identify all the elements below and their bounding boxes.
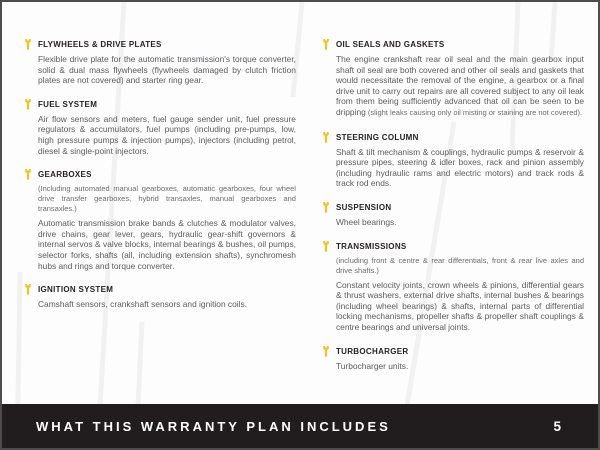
section-header (322, 202, 584, 213)
spanner-icon (322, 132, 330, 143)
section-body (336, 54, 584, 119)
warranty-section (24, 39, 296, 86)
spanner-icon (322, 39, 330, 50)
section-fineprint: (slight leaks causing only oil misting or staining are not covered). (365, 107, 583, 117)
section-header (322, 346, 584, 357)
section-heading: TRANSMISSIONS (335, 241, 407, 251)
section-header (322, 132, 584, 143)
spanner-icon (24, 169, 32, 180)
section-body-text: Air flow sensors and meters, fuel gauge sender unit, fuel pressure regulators & accumulators, fuel pumps (including pre-pumps, low, high pressure pumps & injection pumps), injectors (including petrol, diesel & single-point injectors. (38, 113, 296, 156)
footer-title: WHAT THIS WARRANTY PLAN INCLUDES (36, 418, 391, 434)
spanner-icon (322, 346, 330, 357)
section-heading: FUEL SYSTEM (38, 99, 98, 109)
left-column (24, 39, 296, 384)
warranty-section (322, 346, 584, 372)
section-header (24, 169, 296, 180)
warranty-section (322, 39, 584, 119)
warranty-section (322, 202, 584, 228)
section-body (38, 54, 296, 86)
section-heading: SUSPENSION (335, 202, 392, 212)
warranty-section (322, 241, 584, 333)
section-body-text: Camshaft sensors, crankshaft sensors and ignition coils. (38, 299, 248, 310)
section-body (38, 218, 296, 271)
section-body-text: Automatic transmission brake bands & clutches & modulator valves, drive chains, gear lever, gears, hydraulic gear-shift governors & internal servos & valve blocks, internal bearings & bushes, oil pumps, selector forks, shafts (all, including extension shafts), synchromesh hubs and rings and torque converter. (38, 218, 296, 271)
section-header (322, 39, 584, 50)
page-number: 5 (553, 418, 561, 434)
spanner-icon (24, 284, 32, 295)
section-heading: STEERING COLUMN (335, 132, 419, 142)
warranty-section (24, 284, 296, 310)
spanner-icon (24, 39, 32, 50)
section-header (322, 241, 584, 252)
section-body (336, 280, 584, 333)
section-heading: IGNITION SYSTEM (38, 285, 114, 295)
section-heading: FLYWHEELS & DRIVE PLATES (38, 40, 162, 49)
section-header (24, 39, 296, 50)
spanner-icon (24, 99, 32, 110)
section-heading: GEARBOXES (38, 170, 92, 180)
section-body-text: Flexible drive plate for the automatic transmission's torque converter, solid & dual mass flywheels (flywheels damaged by clutch friction plates are not covered) and starter ring gear. (38, 54, 296, 86)
section-note: (Including automated manual gearboxes, automatic gearboxes, four wheel drive transfer gearboxes, hybrid transaxles, manual gearboxes and transaxles.) (38, 184, 296, 214)
right-column (322, 39, 584, 384)
section-body-text: The engine crankshaft rear oil seal and the main gearbox input shaft oil seal are both covered and other oil seals and gaskets that would necessitate the removal of the engine, a gearbox or a final drive unit to carry out repairs are all covered subject to any oil leak from them being sufficiently advanced that oil can be seen to be dripping (335, 54, 584, 117)
section-body-text: Constant velocity joints, crown wheels & pinions, differential gears & thrust washers, external drive shafts, internal bushes & bearings (including wheel bearings) & shafts, internal parts of differential locking mechanisms, propeller shafts & propeller shaft couplings & centre bearings and universal joints. (335, 279, 584, 332)
page-content (2, 2, 598, 384)
section-body-text: Shaft & tilt mechanism & couplings, hydraulic pumps & reservoir & pressure pipes, steering & idler boxes, rack and pinion assembly (including hydraulic rams and electric motors) and track rods & track rod ends. (335, 146, 584, 189)
section-heading: OIL SEALS AND GASKETS (335, 40, 445, 49)
section-heading: TURBOCHARGER (335, 346, 409, 356)
section-body-text: Wheel bearings. (335, 216, 397, 227)
section-body (38, 299, 296, 310)
spanner-icon (322, 241, 330, 252)
warranty-section (24, 169, 296, 271)
section-header (24, 99, 296, 110)
section-body (38, 114, 296, 156)
section-body (336, 147, 584, 189)
footer-bar (2, 404, 598, 448)
spanner-icon (322, 202, 330, 213)
section-body-text: Turbocharger units. (335, 360, 409, 371)
section-header (24, 284, 296, 295)
section-note: (including front & centre & rear differentials, front & rear live axles and drive shafts.) (335, 255, 584, 275)
section-body (336, 361, 584, 372)
warranty-section (24, 99, 296, 156)
section-body (336, 217, 584, 228)
warranty-section (322, 132, 584, 189)
